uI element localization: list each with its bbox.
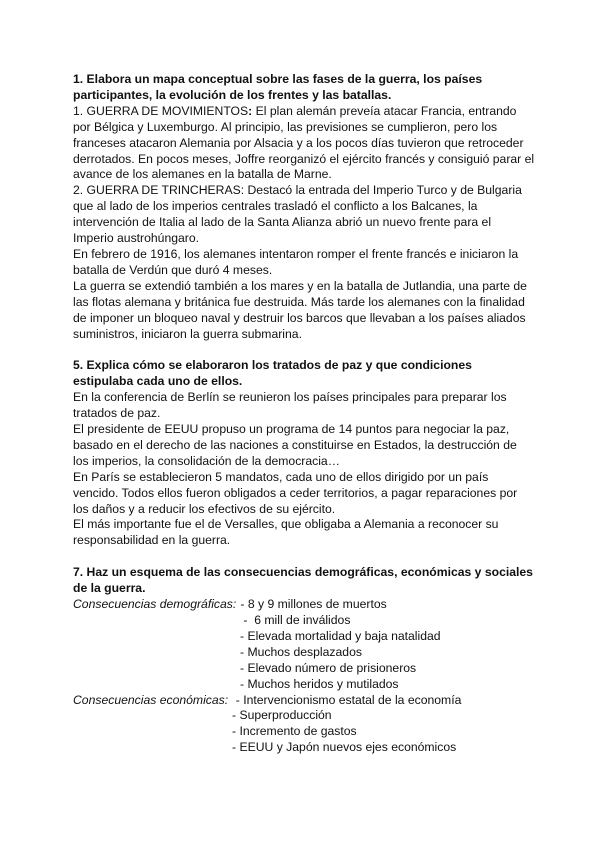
q1-phase-1-label: 1. GUERRA DE MOVIMIENTOS (73, 103, 249, 118)
demographic-consequences (73, 597, 535, 692)
list-item: - 6 mill de inválidos (240, 613, 351, 627)
list-item: - Intervencionismo estatal de la economía (229, 692, 462, 707)
q1-phase-1-text: El plan alemán preveía atacar Francia, entrando por Bélgica y Luxemburgo. Al principio, las previsiones se cumplieron, pero los franceses atacaron Alemania por Alsacia y a los pocos días tuvieron que retroceder derrotados. En pocos meses, Joffre reorganizó el ejército francés y consiguió parar el avance de los alemanes en la batalla de Marne. (73, 103, 535, 182)
q5-paragraph-2: El presidente de EEUU propuso un programa de 14 puntos para negociar la paz, basado en el derecho de las naciones a constituirse en Estados, la destrucción de los imperios, la consolidación de la democracia… (73, 422, 517, 468)
q1-paragraph-3: En febrero de 1916, los alemanes intentaron romper el frente francés e iniciaron la batalla de Verdún que duró 4 meses. (73, 246, 519, 277)
question-5-title: 5. Explica cómo se elaboraron los tratados de paz y que condiciones estipulaba cada uno de ellos. (73, 358, 472, 389)
economic-consequences (73, 693, 535, 757)
list-item: - 8 y 9 millones de muertos (237, 597, 387, 612)
list-item: - Elevada mortalidad y baja natalidad (240, 628, 441, 643)
q5-paragraph-1: En la conferencia de Berlín se reunieron los países principales para preparar los tratados de paz. (73, 390, 507, 421)
list-item: - Incremento de gastos (232, 724, 357, 739)
document-page (73, 72, 535, 756)
section-gap (73, 549, 535, 565)
economic-label: Consecuencias económicas: (73, 692, 229, 707)
economic-list (229, 693, 461, 757)
question-7-title: 7. Haz un esquema de las consecuencias demográficas, económicas y sociales de la guerra. (73, 565, 533, 596)
q1-paragraph-4: La guerra se extendió también a los mares y en la batalla de Jutlandia, una parte de las flotas alemana y británica fue destruida. Más tarde los alemanes con la finalidad de imponer un bloqueo naval y destruir los barcos que llevaban a los países aliados suministros, iniciaron la guerra submarina. (73, 278, 527, 341)
list-item: - Muchos heridos y mutilados (240, 676, 399, 691)
demographic-label: Consecuencias demográficas: (73, 597, 237, 612)
q1-phase-1-colon: : (248, 103, 253, 118)
section-gap (73, 342, 535, 358)
demographic-list (237, 597, 441, 692)
q5-paragraph-3: En París se establecieron 5 mandatos, cada uno de ellos dirigido por un país vencido. Todos ellos fueron obligados a ceder territorios, a pagar reparaciones por los daños y a reducir los efectivos de su ejército. (73, 469, 518, 516)
q1-paragraph-2: 2. GUERRA DE TRINCHERAS: Destacó la entrada del Imperio Turco y de Bulgaria que al lado de los imperios centrales trasladó el conflicto a los Balcanes, la intervención de Italia al lado de la Santa Alianza abrió un nuevo frente para el Imperio austrohúngaro. (73, 183, 522, 246)
list-item: - Superproducción (232, 708, 332, 723)
q1-paragraph-1 (73, 104, 535, 184)
q5-paragraph-4: El más importante fue el de Versalles, que obligaba a Alemania a reconocer su responsabilidad en la guerra. (73, 517, 499, 548)
list-item: - EEUU y Japón nuevos ejes económicos (232, 740, 457, 755)
question-1-title: 1. Elabora un mapa conceptual sobre las fases de la guerra, los países participantes, la evolución de los frentes y las batallas. (73, 72, 483, 102)
list-item: - Muchos desplazados (240, 644, 362, 659)
list-item: - Elevado número de prisioneros (240, 660, 417, 675)
